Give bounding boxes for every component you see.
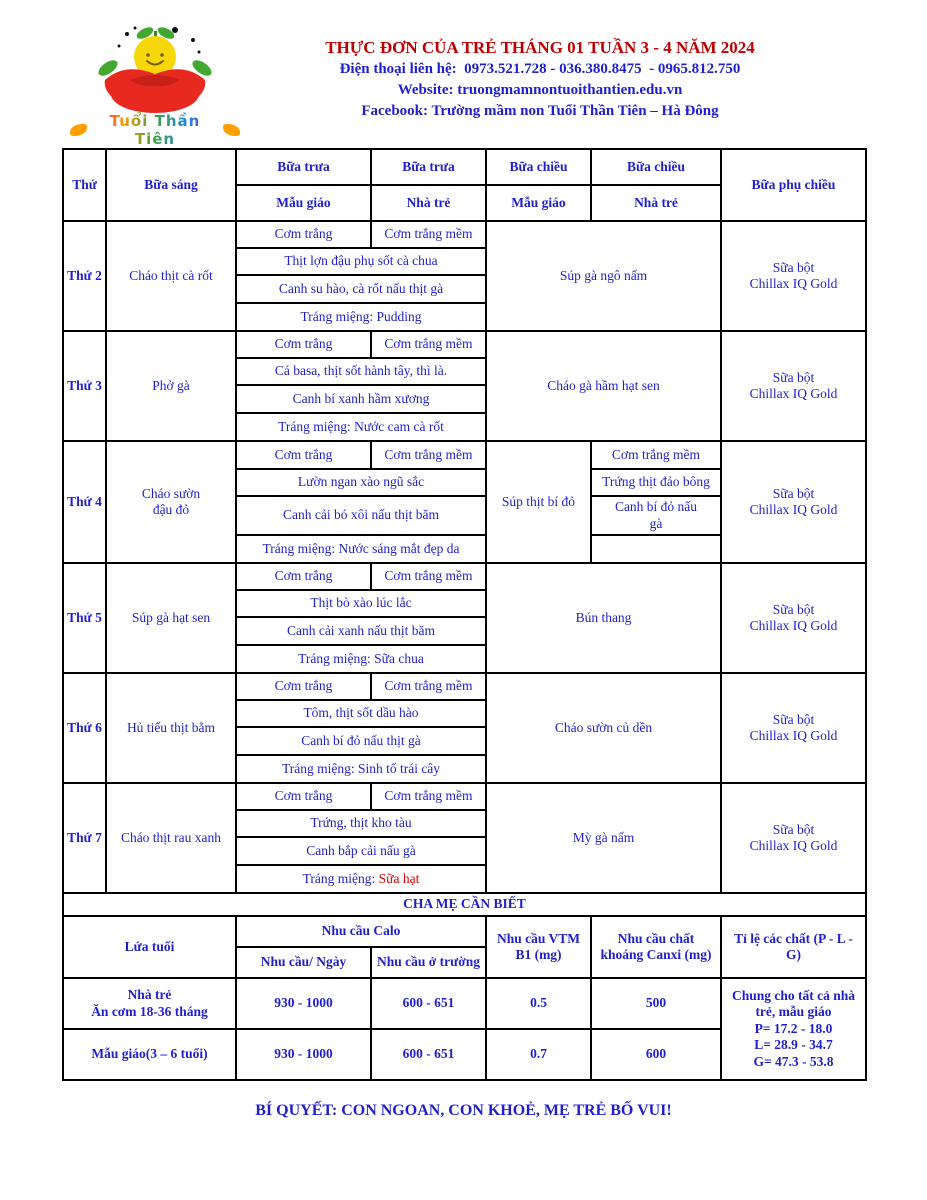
info-calo-school-cell: 600 - 651 — [371, 1029, 486, 1080]
section-title-cell: CHA MẸ CẦN BIẾT — [63, 893, 866, 916]
snack-cell — [721, 783, 866, 893]
snack-line1: Sữa bột — [772, 601, 815, 617]
day-label-cell: Thứ 3 — [63, 331, 106, 441]
snack-line2: Chillax IQ Gold — [749, 728, 838, 743]
header-phone: Điện thoại liên hệ: 0973.521.728 - 036.380.8475 - 0965.812.750 — [339, 61, 741, 77]
lunch-header-cell: Bữa trưa — [371, 149, 486, 185]
lunch-rice-mg-cell: Cơm trắng — [236, 221, 371, 248]
breakfast-cell: Súp gà hạt sen — [106, 563, 236, 673]
day-label-cell: Thứ 2 — [63, 221, 106, 331]
lunch-rice-nt-cell: Cơm trắng mềm — [371, 783, 486, 810]
afternoon-header-cell: Bữa chiều — [486, 149, 591, 185]
lunch-soup-cell: Canh bí xanh hầm xương — [236, 385, 486, 413]
logo-banner — [70, 112, 240, 148]
info-canxi-cell: 500 — [591, 978, 721, 1029]
lunch-main-cell: Thịt bò xào lúc lắc — [236, 590, 486, 617]
header-facebook: Facebook: Trường mầm non Tuổi Thần Tiên – Hà Đông — [361, 103, 719, 119]
lunch-soup-cell: Canh cải xanh nấu thịt băm — [236, 617, 486, 645]
breakfast-cell: Cháo thịt cà rốt — [106, 221, 236, 331]
afternoon-cell: Bún thang — [486, 563, 721, 673]
day-label-cell: Thứ 7 — [63, 783, 106, 893]
snack-line1: Sữa bột — [772, 711, 815, 727]
info-calo-school-cell: 600 - 651 — [371, 978, 486, 1029]
lunch-rice-nt-cell: Cơm trắng mềm — [371, 221, 486, 248]
ratio-header-cell: Tỉ lệ các chất (P - L - G) — [721, 916, 866, 978]
afternoon-cell: Cháo gà hầm hạt sen — [486, 331, 721, 441]
lunch-soup-cell: Canh cải bó xôi nấu thịt băm — [236, 496, 486, 535]
snack-header-cell: Bữa phụ chiều — [721, 149, 866, 221]
school-logo — [70, 24, 240, 148]
lunch-rice-nt-cell: Cơm trắng mềm — [371, 673, 486, 700]
info-age-cell: Nhà trẻ Ăn cơm 18-36 tháng — [63, 978, 236, 1029]
afternoon-nt-cell: Trứng thịt đảo bông — [591, 469, 721, 496]
snack-line2: Chillax IQ Gold — [749, 618, 838, 633]
snack-cell — [721, 673, 866, 783]
lunch-rice-mg-cell: Cơm trắng — [236, 563, 371, 590]
lunch-rice-nt-cell: Cơm trắng mềm — [371, 331, 486, 358]
lunch-soup-cell: Canh bí đỏ nấu thịt gà — [236, 727, 486, 755]
lunch-dessert-cell: Tráng miệng: Nước sáng mắt đẹp da — [236, 535, 486, 563]
canxi-header-cell: Nhu cầu chất khoáng Canxi (mg) — [591, 916, 721, 978]
lunch-dessert-cell: Tráng miệng: Sữa chua — [236, 645, 486, 673]
snack-line2: Chillax IQ Gold — [749, 276, 838, 291]
snack-line1: Sữa bột — [772, 259, 815, 275]
menu-table — [62, 148, 867, 1081]
footer-slogan: BÍ QUYẾT: CON NGOAN, CON KHOẺ, MẸ TRẺ BỐ VUI! — [255, 1102, 672, 1119]
lunch-main-cell: Thịt lợn đậu phụ sốt cà chua — [236, 248, 486, 275]
breakfast-cell: Cháo sườn đậu đỏ — [106, 441, 236, 563]
lunch-dessert-cell: Tráng miệng: Pudding — [236, 303, 486, 331]
calo-school-header-cell: Nhu cầu ở trường — [371, 947, 486, 978]
breakfast-cell: Phở gà — [106, 331, 236, 441]
breakfast-cell: Cháo thịt rau xanh — [106, 783, 236, 893]
lunch-soup-cell: Canh su hào, cà rốt nấu thịt gà — [236, 275, 486, 303]
mg-header-cell: Mẫu giáo — [236, 185, 371, 221]
snack-line1: Sữa bột — [772, 485, 815, 501]
lunch-main-cell: Trứng, thịt kho tàu — [236, 810, 486, 837]
lunch-main-cell: Cá basa, thịt sốt hành tây, thì là. — [236, 358, 486, 385]
snack-line1: Sữa bột — [772, 821, 815, 837]
snack-line1: Sữa bột — [772, 369, 815, 385]
logo-image — [75, 24, 235, 114]
lunch-dessert-cell: Tráng miệng: Sữa hạt — [236, 865, 486, 893]
lunch-rice-nt-cell: Cơm trắng mềm — [371, 563, 486, 590]
snack-line2: Chillax IQ Gold — [749, 386, 838, 401]
vtm-header-cell: Nhu cầu VTM B1 (mg) — [486, 916, 591, 978]
nt-header-cell: Nhà trẻ — [371, 185, 486, 221]
snack-cell — [721, 221, 866, 331]
lunch-main-cell: Lườn ngan xào ngũ sắc — [236, 469, 486, 496]
snack-cell — [721, 331, 866, 441]
info-calo-day-cell: 930 - 1000 — [236, 1029, 371, 1080]
header-website: Website: truongmamnontuoithantien.edu.vn — [397, 82, 683, 98]
day-label-cell: Thứ 5 — [63, 563, 106, 673]
snack-cell — [721, 441, 866, 563]
page-title: THỰC ĐƠN CỦA TRẺ THÁNG 01 TUẦN 3 - 4 NĂM 2024 — [325, 38, 755, 57]
breakfast-header-cell: Bữa sáng — [106, 149, 236, 221]
info-age-cell: Mẫu giáo(3 – 6 tuổi) — [63, 1029, 236, 1080]
nt-header-cell: Nhà trẻ — [591, 185, 721, 221]
info-vtm-cell: 0.7 — [486, 1029, 591, 1080]
document-header — [240, 36, 840, 122]
afternoon-nt-cell: Canh bí đỏ nấu gà — [591, 496, 721, 535]
day-label-cell: Thứ 6 — [63, 673, 106, 783]
logo-banner-text: Tuổi Thần Tiên — [90, 112, 220, 148]
age-header-cell: Lứa tuổi — [63, 916, 236, 978]
afternoon-cell: Súp gà ngô nấm — [486, 221, 721, 331]
day-label-cell: Thứ 4 — [63, 441, 106, 563]
afternoon-nt-cell: Cơm trắng mềm — [591, 441, 721, 469]
mg-header-cell: Mẫu giáo — [486, 185, 591, 221]
info-canxi-cell: 600 — [591, 1029, 721, 1080]
lunch-rice-mg-cell: Cơm trắng — [236, 331, 371, 358]
wing-right-icon — [223, 124, 240, 136]
snack-line2: Chillax IQ Gold — [749, 838, 838, 853]
snack-line2: Chillax IQ Gold — [749, 502, 838, 517]
lunch-rice-mg-cell: Cơm trắng — [236, 673, 371, 700]
lunch-main-cell: Tôm, thịt sốt dầu hào — [236, 700, 486, 727]
lunch-rice-nt-cell: Cơm trắng mềm — [371, 441, 486, 469]
wing-left-icon — [70, 124, 87, 136]
afternoon-header-cell: Bữa chiều — [591, 149, 721, 185]
lunch-header-cell: Bữa trưa — [236, 149, 371, 185]
info-vtm-cell: 0.5 — [486, 978, 591, 1029]
info-calo-day-cell: 930 - 1000 — [236, 978, 371, 1029]
lunch-dessert-cell: Tráng miệng: Sinh tố trái cây — [236, 755, 486, 783]
afternoon-mg-cell: Súp thịt bí đỏ — [486, 441, 591, 563]
breakfast-cell: Hủ tiếu thịt bằm — [106, 673, 236, 783]
ratio-cell: Chung cho tất cả nhà trẻ, mẫu giáo P= 17.2 - 18.0 L= 28.9 - 34.7 G= 47.3 - 53.8 — [721, 978, 866, 1080]
lunch-rice-mg-cell: Cơm trắng — [236, 783, 371, 810]
day-header-cell: Thứ — [63, 149, 106, 221]
lunch-dessert-cell: Tráng miệng: Nước cam cà rốt — [236, 413, 486, 441]
afternoon-nt-empty-cell — [591, 535, 721, 563]
calo-day-header-cell: Nhu cầu/ Ngày — [236, 947, 371, 978]
calo-header-cell: Nhu cầu Calo — [236, 916, 486, 947]
snack-cell — [721, 563, 866, 673]
lunch-soup-cell: Canh bắp cải nấu gà — [236, 837, 486, 865]
afternoon-cell: Cháo sườn củ dền — [486, 673, 721, 783]
afternoon-cell: Mỳ gà nấm — [486, 783, 721, 893]
lunch-rice-mg-cell: Cơm trắng — [236, 441, 371, 469]
